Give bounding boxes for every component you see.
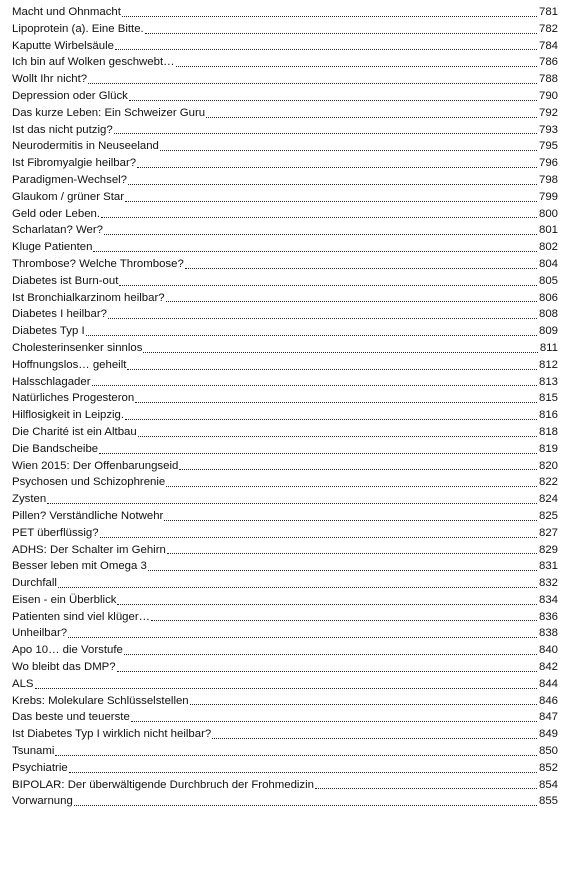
toc-entry[interactable] [12,206,558,223]
toc-entry-title: Natürliches Progesteron [12,392,135,405]
dot-leader [55,754,537,756]
dot-leader [212,737,537,739]
toc-entry[interactable] [12,54,558,71]
toc-entry-page-number: 786 [538,56,558,69]
toc-entry-title: Geld oder Leben. [12,207,101,220]
toc-entry[interactable] [12,38,558,55]
toc-entry-page-number: 829 [538,543,558,556]
toc-entry-page-number: 849 [538,728,558,741]
toc-entry-title: Thrombose? Welche Thrombose? [12,257,184,270]
toc-entry-title: Das beste und teuerste [12,711,130,724]
toc-entry-page-number: 842 [538,661,558,674]
dot-leader [92,384,537,386]
dot-leader [93,250,537,252]
dot-leader [151,619,537,621]
toc-entry-title: Ich bin auf Wolken geschwebt… [12,56,175,69]
toc-entry[interactable] [12,239,558,256]
toc-entry-title: Diabetes ist Burn-out [12,274,119,287]
toc-entry-title: Kaputte Wirbelsäule [12,39,114,52]
toc-entry-page-number: 815 [538,392,558,405]
dot-leader [115,48,537,50]
dot-leader [101,216,537,218]
toc-entry-title: Wollt Ihr nicht? [12,73,88,86]
toc-entry-title: Glaukom / grüner Star [12,190,125,203]
dot-leader [164,519,537,521]
toc-entry-page-number: 798 [538,173,558,186]
toc-entry-title: PET überflüssig? [12,526,99,539]
dot-leader [119,284,537,286]
dot-leader [135,401,537,403]
dot-leader [58,586,537,588]
toc-entry[interactable] [12,575,558,592]
dot-leader [104,233,537,235]
toc-entry-page-number: 811 [539,341,558,354]
toc-entry-title: Patienten sind viel klüger… [12,610,151,623]
toc-entry[interactable] [12,760,558,777]
toc-entry[interactable] [12,777,558,794]
toc-entry[interactable] [12,189,558,206]
dot-leader [206,116,537,118]
dot-leader [108,317,537,319]
toc-entry-page-number: 850 [538,745,558,758]
toc-entry-title: Vorwarnung [12,795,73,808]
toc-entry-page-number: 790 [538,89,558,102]
toc-entry[interactable] [12,743,558,760]
toc-entry-page-number: 799 [538,190,558,203]
toc-entry-page-number: 824 [538,493,558,506]
toc-entry-title: Pillen? Verständliche Notwehr [12,509,164,522]
toc-entry-page-number: 793 [538,123,558,136]
toc-entry-page-number: 809 [538,325,558,338]
toc-entry[interactable] [12,525,558,542]
toc-entry-page-number: 813 [538,375,558,388]
toc-entry-title: Hoffnungslos… geheilt [12,358,127,371]
toc-entry-page-number: 808 [538,308,558,321]
toc-entry-page-number: 818 [538,425,558,438]
toc-entry-page-number: 801 [538,224,558,237]
dot-leader [160,149,537,151]
dot-leader [125,418,537,420]
toc-entry-title: Ist das nicht putzig? [12,123,113,136]
toc-entry[interactable] [12,256,558,273]
dot-leader [143,351,537,353]
toc-entry[interactable] [12,172,558,189]
dot-leader [88,82,537,84]
toc-entry-page-number: 846 [538,694,558,707]
toc-entry-title: Halsschlagader [12,375,91,388]
toc-entry-title: ALS [12,677,34,690]
toc-entry-title: BIPOLAR: Der überwältigende Durchbruch der Frohmedizin [12,778,314,791]
toc-entry-title: Eisen - ein Überblick [12,593,117,606]
toc-entry-title: Wo bleibt das DMP? [12,661,116,674]
toc-entry-title: Macht und Ohnmacht [12,6,121,18]
toc-entry-title: Die Charité ist ein Altbau [12,425,137,438]
toc-entry[interactable] [12,105,558,122]
toc-entry-page-number: 827 [538,526,558,539]
dot-leader [68,636,537,638]
toc-entry-page-number: 820 [538,459,558,472]
dot-leader [86,334,537,336]
toc-entry-page-number: 784 [538,39,558,52]
toc-entry-page-number: 812 [538,358,558,371]
toc-entry-page-number: 788 [538,73,558,86]
toc-entry-title: Unheilbar? [12,627,68,640]
toc-entry[interactable] [12,676,558,693]
dot-leader [148,569,537,571]
toc-entry[interactable] [12,508,558,525]
toc-entry-page-number: 800 [538,207,558,220]
dot-leader [176,65,537,67]
toc-entry[interactable] [12,659,558,676]
toc-entry[interactable] [12,138,558,155]
toc-entry-title: Ist Fibromyalgie heilbar? [12,157,137,170]
toc-entry[interactable] [12,609,558,626]
toc-entry[interactable] [12,424,558,441]
dot-leader [185,267,537,269]
toc-entry[interactable] [12,642,558,659]
toc-entry-page-number: 840 [538,644,558,657]
toc-entry[interactable] [12,390,558,407]
toc-entry-title: Psychiatrie [12,761,68,774]
toc-entry-title: Tsunami [12,745,55,758]
toc-entry-page-number: 802 [538,241,558,254]
toc-entry[interactable] [12,290,558,307]
toc-entry[interactable] [12,558,558,575]
toc-entry-title: Ist Bronchialkarzinom heilbar? [12,291,165,304]
toc-entry-page-number: 806 [538,291,558,304]
dot-leader [69,771,537,773]
dot-leader [128,183,537,185]
toc-entry[interactable] [12,592,558,609]
toc-entry-title: Diabetes Typ I [12,325,85,338]
toc-entry-title: Neurodermitis in Neuseeland [12,140,159,153]
dot-leader [137,166,537,168]
dot-leader [125,200,537,202]
toc-entry-title: Krebs: Molekulare Schlüsselstellen [12,694,189,707]
toc-entry[interactable] [12,306,558,323]
toc-entry-page-number: 854 [538,778,558,791]
toc-entry-page-number: 831 [538,560,558,573]
toc-entry[interactable] [12,491,558,508]
toc-entry-title: Wien 2015: Der Offenbarungseid [12,459,179,472]
toc-entry[interactable] [12,155,558,172]
dot-leader [117,670,537,672]
toc-entry-page-number: 819 [538,442,558,455]
dot-leader [179,468,537,470]
toc-entry[interactable] [12,793,558,810]
dot-leader [166,300,537,302]
toc-entry-title: Hilflosigkeit in Leipzig. [12,409,125,422]
toc-entry-title: Cholesterinsenker sinnlos [12,341,143,354]
toc-entry[interactable] [12,474,558,491]
dot-leader [117,603,537,605]
dot-leader [129,99,537,101]
toc-entry[interactable] [12,4,558,21]
toc-entry-page-number: 781 [538,6,558,18]
dot-leader [47,502,537,504]
toc-entry[interactable] [12,625,558,642]
toc-entry-page-number: 852 [538,761,558,774]
toc-entry-page-number: 805 [538,274,558,287]
toc-entry-page-number: 836 [538,610,558,623]
dot-leader [35,687,537,689]
dot-leader [166,485,537,487]
toc-entry[interactable] [12,88,558,105]
toc-entry-title: Das kurze Leben: Ein Schweizer Guru [12,106,206,119]
dot-leader [122,15,537,17]
toc-entry[interactable] [12,693,558,710]
toc-entry-title: Lipoprotein (a). Eine Bitte. [12,22,144,35]
toc-entry[interactable] [12,71,558,88]
toc-entry[interactable] [12,323,558,340]
toc-entry-title: Kluge Patienten [12,241,93,254]
toc-entry-page-number: 825 [538,509,558,522]
dot-leader [145,32,537,34]
toc-entry-page-number: 795 [538,140,558,153]
toc-entry[interactable] [12,374,558,391]
dot-leader [114,132,537,134]
toc-entry[interactable] [12,407,558,424]
toc-entry[interactable] [12,357,558,374]
toc-entry[interactable] [12,21,558,38]
toc-entry-title: Psychosen und Schizophrenie [12,476,166,489]
toc-entry-page-number: 804 [538,257,558,270]
toc-entry[interactable] [12,458,558,475]
toc-entry[interactable] [12,726,558,743]
toc-entry[interactable] [12,122,558,139]
dot-leader [190,703,537,705]
toc-entry-page-number: 796 [538,157,558,170]
toc-entry-page-number: 822 [538,476,558,489]
toc-entry-title: Apo 10… die Vorstufe [12,644,123,657]
toc-entry-title: Besser leben mit Omega 3 [12,560,147,573]
toc-entry-title: Paradigmen-Wechsel? [12,173,128,186]
toc-entry-page-number: 834 [538,593,558,606]
dot-leader [100,536,537,538]
table-of-contents [12,4,558,810]
toc-entry[interactable] [12,222,558,239]
toc-entry[interactable] [12,542,558,559]
toc-entry-title: Zysten [12,493,47,506]
toc-entry-page-number: 832 [538,577,558,590]
toc-entry-page-number: 838 [538,627,558,640]
dot-leader [315,787,537,789]
toc-entry-title: Ist Diabetes Typ I wirklich nicht heilbar? [12,728,212,741]
toc-entry-page-number: 816 [538,409,558,422]
toc-entry[interactable] [12,709,558,726]
dot-leader [74,804,537,806]
toc-entry-title: Durchfall [12,577,57,590]
toc-entry-title: Diabetes I heilbar? [12,308,107,321]
toc-entry-title: Scharlatan? Wer? [12,224,103,237]
toc-entry[interactable] [12,441,558,458]
toc-entry[interactable] [12,273,558,290]
dot-leader [127,368,537,370]
dot-leader [99,452,537,454]
toc-entry-page-number: 847 [538,711,558,724]
toc-entry-page-number: 792 [538,106,558,119]
toc-entry-page-number: 782 [538,22,558,35]
toc-entry[interactable] [12,340,558,357]
dot-leader [138,435,537,437]
toc-entry-title: ADHS: Der Schalter im Gehirn [12,543,166,556]
toc-entry-title: Depression oder Glück [12,89,128,102]
toc-entry-page-number: 855 [538,795,558,808]
toc-entry-page-number: 844 [538,677,558,690]
dot-leader [167,552,537,554]
dot-leader [131,720,537,722]
dot-leader [124,653,537,655]
toc-entry-title: Die Bandscheibe [12,442,99,455]
